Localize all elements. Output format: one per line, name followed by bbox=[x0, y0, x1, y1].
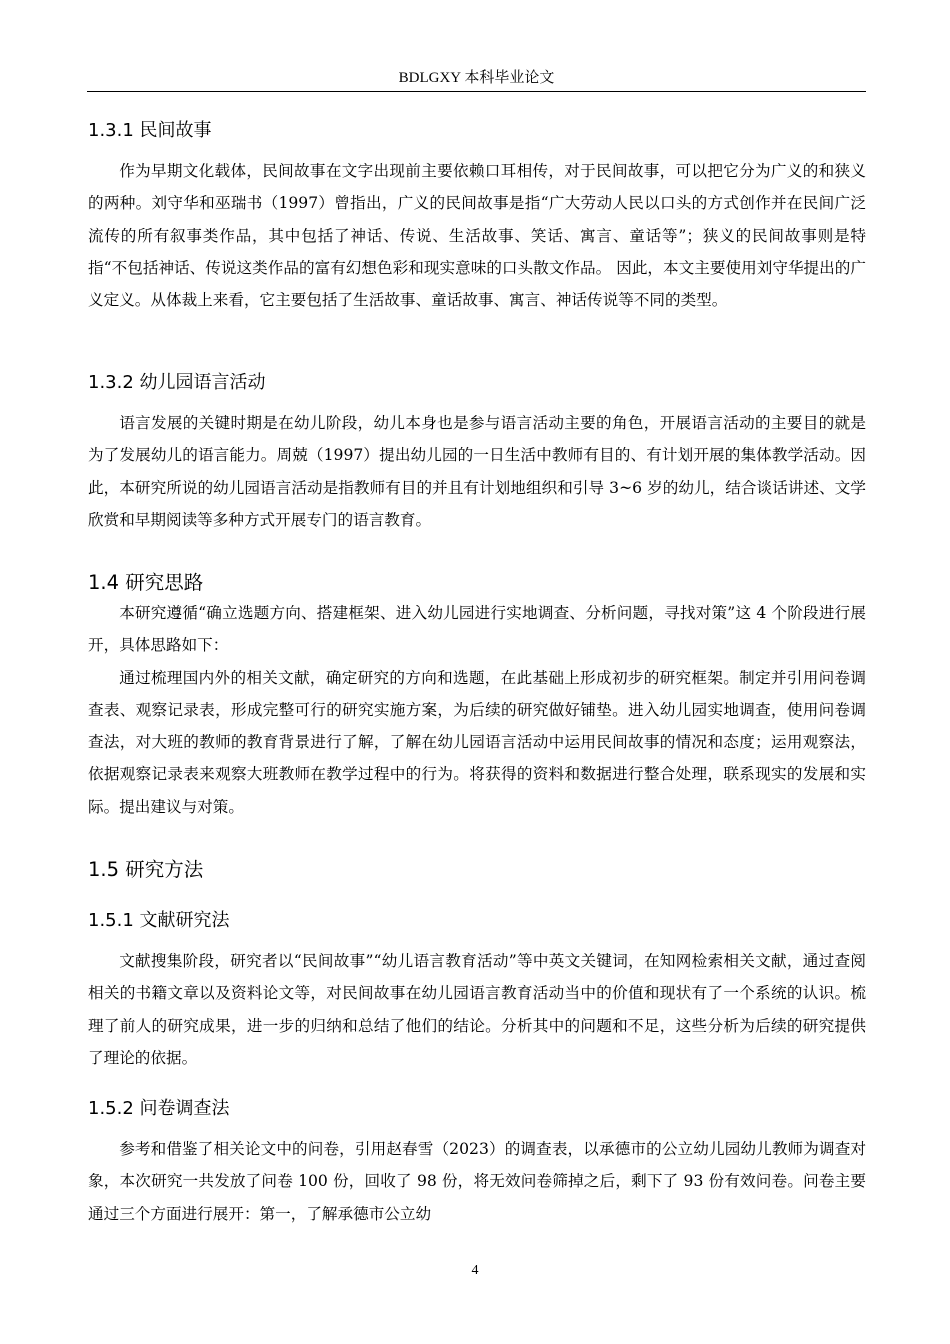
section-1-5-1-body bbox=[88, 945, 866, 1074]
page-number: 4 bbox=[471, 1263, 479, 1278]
section-1-4-body bbox=[88, 597, 866, 823]
running-header: BDLGXY 本科毕业论文 bbox=[398, 70, 555, 86]
section-1-3-1-body bbox=[88, 155, 866, 316]
paragraph: 本研究遵循“确立选题方向、搭建框架、进入幼儿园进行实地调查、分析问题，寻找对策”这 4 个阶段进行展开，具体思路如下： bbox=[88, 604, 866, 655]
paragraph: 通过梳理国内外的相关文献，确定研究的方向和选题，在此基础上形成初步的研究框架。制定并引用问卷调查表、观察记录表，形成完整可行的研究实施方案，为后续的研究做好铺垫。进入幼儿园实地调查，使用问卷调查法，对大班的教师的教育背景进行了解，了解在幼儿园语言活动中运用民间故事的情况和态度；运用观察法，依据观察记录表来观察大班教师在教学过程中的行为。将获得的资料和数据进行整合处理，联系现实的发展和实际。提出建议与对策。 bbox=[88, 668, 866, 816]
section-heading-1-5: 1.5 研究方法 bbox=[88, 858, 204, 881]
paragraph: 文献搜集阶段，研究者以“民间故事”“幼儿语言教育活动”等中英文关键词，在知网检索相关文献，通过查阅相关的书籍文章以及资料论文等，对民间故事在幼儿园语言教育活动当中的价值和现状有了一个系统的认识。梳理了前人的研究成果，进一步的归纳和总结了他们的结论。分析其中的问题和不足，这些分析为后续的研究提供了理论的依据。 bbox=[88, 952, 866, 1067]
section-heading-1-3-1: 1.3.1 民间故事 bbox=[88, 120, 212, 141]
header-rule bbox=[87, 91, 866, 92]
paragraph: 语言发展的关键时期是在幼儿阶段，幼儿本身也是参与语言活动主要的角色，开展语言活动的主要目的就是为了发展幼儿的语言能力。周兢（1997）提出幼儿园的一日生活中教师有目的、有计划开展的集体教学活动。因此，本研究所说的幼儿园语言活动是指教师有目的并且有计划地组织和引导 3~6 岁的幼儿，结合谈话讲述、文学欣赏和早期阅读等多种方式开展专门的语言教育。 bbox=[88, 414, 866, 529]
section-1-3-2-body bbox=[88, 407, 866, 536]
paragraph: 作为早期文化载体，民间故事在文字出现前主要依赖口耳相传，对于民间故事，可以把它分为广义的和狭义的两种。刘守华和巫瑞书（1997）曾指出，广义的民间故事是指“广大劳动人民以口头的方式创作并在民间广泛流传的所有叙事类作品，其中包括了神话、传说、生活故事、笑话、寓言、童话等”；狭义的民间故事则是特指“不包括神话、传说这类作品的富有幻想色彩和现实意味的口头散文作品。 因此，本文主要使用刘守华提出的广义定义。从体裁上来看，它主要包括了生活故事、童话故事、寓言、神话传说等不同的类型。 bbox=[88, 162, 866, 310]
paragraph: 参考和借鉴了相关论文中的问卷，引用赵春雪（2023）的调查表，以承德市的公立幼儿园幼儿教师为调查对象，本次研究一共发放了问卷 100 份，回收了 98 份，将无效问卷筛掉之后，剩下了 93 份有效问卷。问卷主要通过三个方面进行展开：第一，了解承德市公立幼 bbox=[88, 1140, 866, 1223]
section-heading-1-5-1: 1.5.1 文献研究法 bbox=[88, 910, 230, 931]
section-heading-1-5-2: 1.5.2 问卷调查法 bbox=[88, 1098, 230, 1119]
section-1-5-2-body bbox=[88, 1133, 866, 1230]
section-heading-1-3-2: 1.3.2 幼儿园语言活动 bbox=[88, 372, 266, 393]
section-heading-1-4: 1.4 研究思路 bbox=[88, 571, 204, 594]
